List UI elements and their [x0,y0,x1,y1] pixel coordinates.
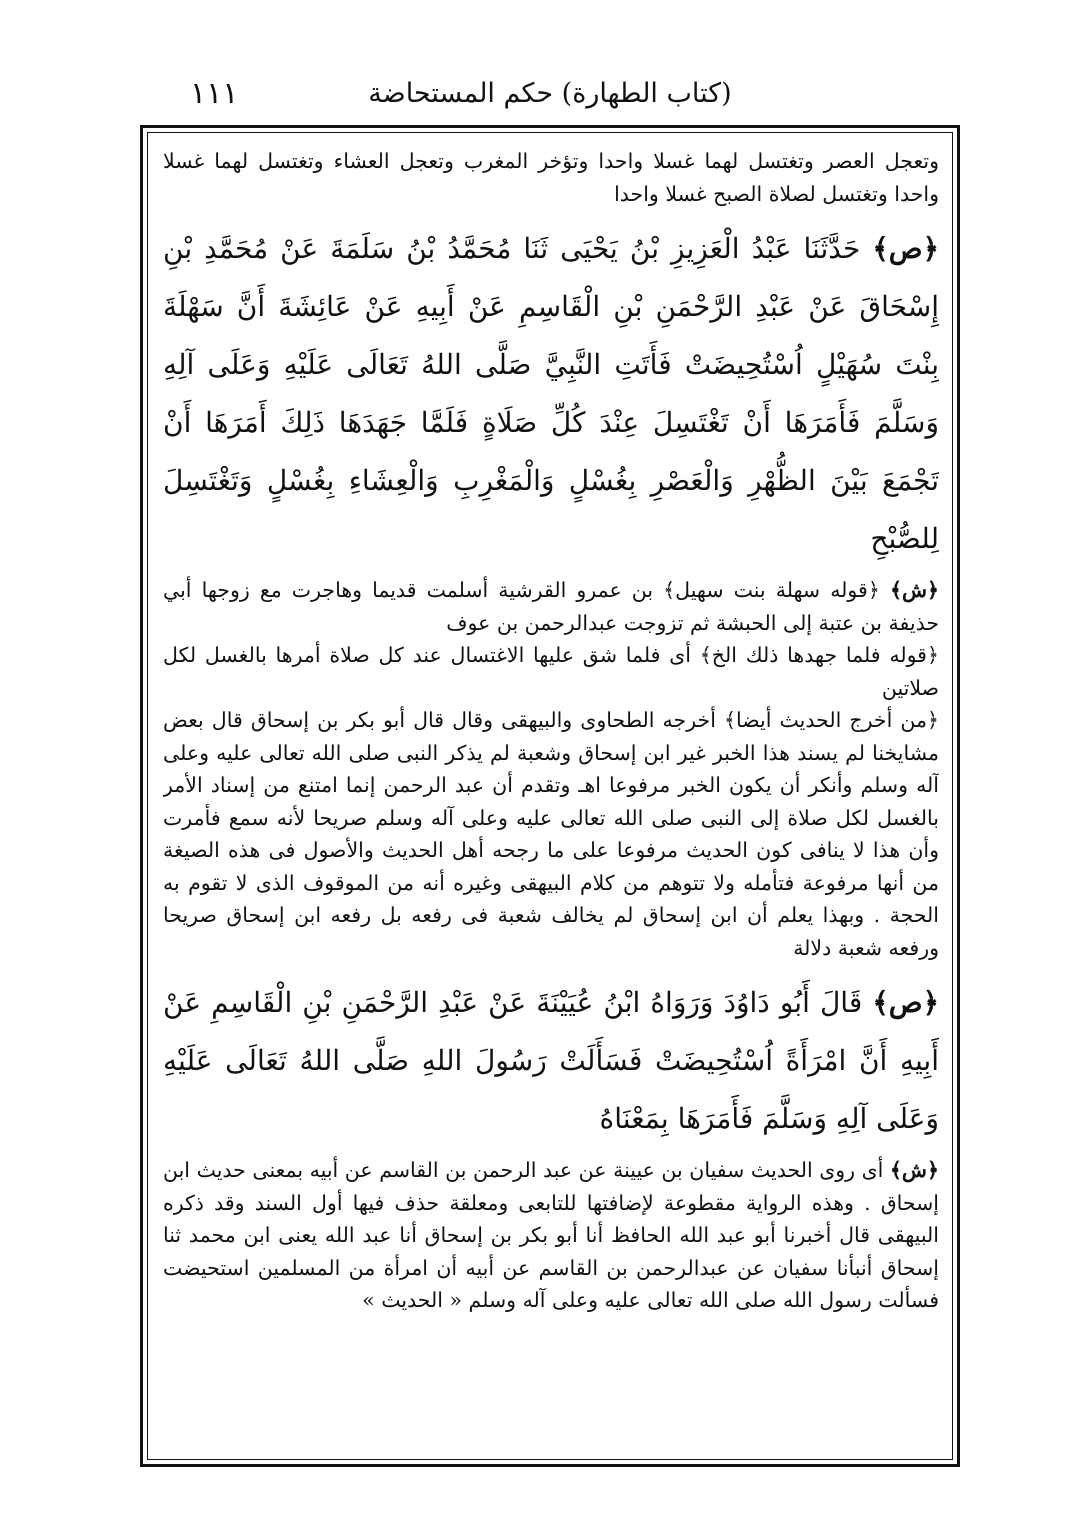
commentary-text-4: أى روى الحديث سفيان بن عيينة عن عبد الرحمن بن القاسم عن أبيه بمعنى حديث ابن إسحاق . وهذه الرواية مقطوعة لإضافتها للتابعى ومعلقة حذف فيها أول السند وقد ذكره البيهقى قال أخبرنا أبو عبد الله الحافظ أنا أبو بكر بن إسحاق أنا عبد الله يعنى ابن محمد ثنا إسحاق أنبأنا سفيان عن عبدالرحمن بن القاسم عن أبيه أن امرأة من المسلمين استحيضت فسألت رسول الله صلى الله تعالى عليه وعلى آله وسلم « الحديث » [163,1158,939,1312]
hadith-paragraph-2 [163,974,939,1148]
continuation-text: وتعجل العصر وتغتسل لهما غسلا واحدا وتؤخر المغرب وتعجل العشاء وتغتسل لهما غسلا واحدا وتغتسل لصلاة الصبح غسلا واحدا [163,149,939,206]
commentary-text-3: ﴿من أخرج الحديث أيضا﴾ أخرجه الطحاوى والبيهقى وقال قال أبو بكر بن إسحاق قال بعض مشايخنا لم يسند هذا الخبر غير ابن إسحاق وشعبة لم يذكر النبى صلى الله تعالى عليه وعلى آله وسلم وأنكر أن يكون الخبر مرفوعا اهـ وتقدم أن عبد الرحمن إنما امتنع من إسناد الأمر بالغسل لكل صلاة إلى النبى صلى الله تعالى عليه وعلى آله وسلم صريحا لأنه سمع فأمرت وأن هذا لا ينافى كون الحديث مرفوعا على ما رجحه أهل الحديث والأصول فى هذه الصيغة من أنها مرفوعة فتأمله ولا تتوهم من كلام البيهقى وغيره أنه من الموقوف الذى لا تقوم به الحجة . وبهذا يعلم أن ابن إسحاق لم يخالف شعبة فى رفعه بل رفعه ابن إسحاق صريحا ورفعه شعبة دلالة [163,708,939,960]
page-header [140,70,960,118]
commentary-paragraph-3 [163,704,939,964]
commentary-paragraph-4 [163,1154,939,1317]
continuation-paragraph [163,145,939,210]
commentary-paragraph-1 [163,574,939,639]
page-number: ١١١ [190,76,239,111]
commentary-marker: ﴿ش﴾ [889,578,939,602]
commentary-text-1: ﴿قوله سهلة بنت سهيل﴾ بن عمرو القرشية أسلمت قديما وهاجرت مع زوجها أبي حذيفة بن عتبة إلى الحبشة ثم تزوجت عبدالرحمن بن عوف [163,578,939,635]
page-content [163,145,939,1445]
commentary-paragraph-2 [163,639,939,704]
commentary-marker: ﴿ش﴾ [889,1158,939,1182]
hadith-text-1: حَدَّثَنَا عَبْدُ الْعَزِيزِ بْنُ يَحْيَى ثَنَا مُحَمَّدُ بْنُ سَلَمَةَ عَنْ مُحَمَّدِ بْنِ إِسْحَاقَ عَنْ عَبْدِ الرَّحْمَنِ بْنِ الْقَاسِمِ عَنْ أَبِيهِ عَنْ عَائِشَةَ أَنَّ سَهْلَةَ بِنْتَ سُهَيْلٍ اُسْتُحِيضَتْ فَأَتَتِ النَّبِيَّ صَلَّى اللهُ تَعَالَى عَلَيْهِ وَعَلَى آلِهِ وَسَلَّمَ فَأَمَرَهَا أَنْ تَغْتَسِلَ عِنْدَ كُلِّ صَلَاةٍ فَلَمَّا جَهَدَهَا ذَلِكَ أَمَرَهَا أَنْ تَجْمَعَ بَيْنَ الظُّهْرِ وَالْعَصْرِ بِغُسْلٍ وَالْمَغْرِبِ وَالْعِشَاءِ بِغُسْلٍ وَتَغْتَسِلَ لِلصُّبْحِ [163,232,939,555]
hadith-paragraph-1 [163,220,939,568]
commentary-text-2: ﴿قوله فلما جهدها ذلك الخ﴾ أى فلما شق عليها الاغتسال عند كل صلاة أمرها بالغسل لكل صلاتين [163,643,939,700]
running-title: (كتاب الطهارة) حكم المستحاضة [368,78,732,109]
hadith-text-2: قَالَ أَبُو دَاوُدَ وَرَوَاهُ ابْنُ عُيَيْنَةَ عَنْ عَبْدِ الرَّحْمَنِ بْنِ الْقَاسِمِ عَنْ أَبِيهِ أَنَّ امْرَأَةً اُسْتُحِيضَتْ فَسَأَلَتْ رَسُولَ اللهِ صَلَّى اللهُ تَعَالَى عَلَيْهِ وَعَلَى آلِهِ وَسَلَّمَ فَأَمَرَهَا بِمَعْنَاهُ [163,986,939,1135]
hadith-marker: ﴿ص﴾ [872,986,939,1019]
hadith-marker: ﴿ص﴾ [872,232,939,265]
